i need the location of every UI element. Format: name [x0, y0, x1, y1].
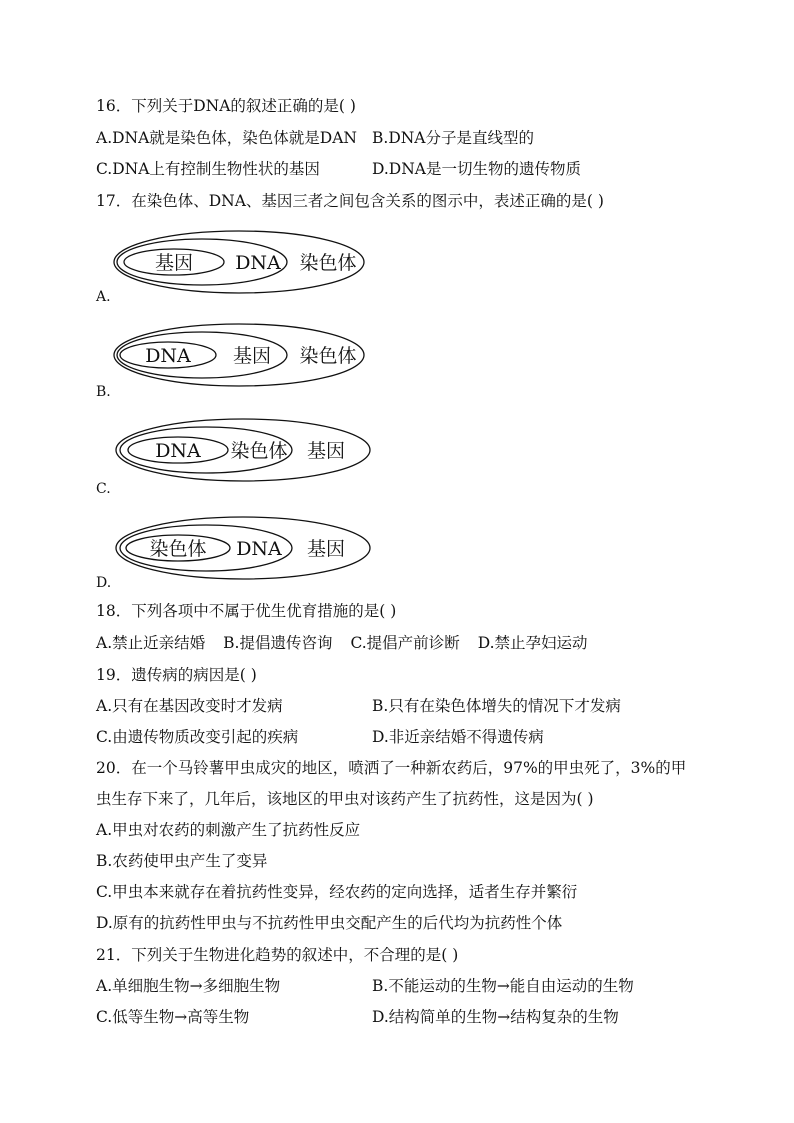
q21-option-c: C.低等生物→高等生物: [96, 1008, 250, 1026]
q16-option-c: C.DNA上有控制生物性状的基因: [96, 160, 320, 178]
q17-stem: 17．在染色体、DNA、基因三者之间包含关系的图示中，表述正确的是( ): [96, 192, 604, 210]
q19-stem: 19．遗传病的病因是( ): [96, 666, 257, 684]
diagram-d-middle-label: DNA: [236, 538, 282, 560]
q20-option-c: C.甲虫本来就存在着抗药性变异，经农药的定向选择，适者生存并繁衍: [96, 883, 578, 901]
diagram-c-outer-label: 基因: [306, 440, 346, 462]
q21-option-b: B.不能运动的生物→能自由运动的生物: [372, 977, 634, 995]
q17-option-c-label: C.: [96, 481, 111, 497]
q16-option-d: D.DNA是一切生物的遗传物质: [372, 160, 581, 178]
q19-option-c: C.由遗传物质改变引起的疾病: [96, 728, 299, 746]
q20-stem-line2: 虫生存下来了，几年后，该地区的甲虫对该药产生了抗药性，这是因为( ): [96, 790, 594, 808]
diagram-c-inner-label: DNA: [155, 440, 201, 462]
q21-stem: 21．下列关于生物进化趋势的叙述中，不合理的是( ): [96, 946, 459, 964]
q16-stem: 16．下列关于DNA的叙述正确的是( ): [96, 97, 356, 115]
q19-option-b: B.只有在染色体增失的情况下才发病: [372, 697, 621, 715]
diagram-b-outer-label: 染色体: [299, 345, 357, 367]
q19-option-d: D.非近亲结婚不得遗传病: [372, 728, 544, 746]
q18-options: [96, 633, 588, 653]
q20-stem-line1: 20．在一个马铃薯甲虫成灾的地区，喷洒了一种新农药后，97%的甲虫死了，3%的甲: [96, 759, 687, 777]
q18-option-a: A.禁止近亲结婚: [96, 634, 206, 652]
diagram-a-inner-label: 基因: [154, 252, 194, 274]
q16-option-a: A.DNA就是染色体，染色体就是DAN: [96, 129, 357, 147]
q16-option-b: B.DNA分子是直线型的: [372, 129, 535, 147]
q17-diagram-a: [110, 228, 372, 296]
q21-option-a: A.单细胞生物→多细胞生物: [96, 977, 281, 995]
q20-option-d: D.原有的抗药性甲虫与不抗药性甲虫交配产生的后代均为抗药性个体: [96, 914, 563, 932]
q17-option-b-label: B.: [96, 384, 111, 400]
q17-diagram-b: [110, 321, 372, 389]
q20-option-a: A.甲虫对农药的刺激产生了抗药性反应: [96, 821, 361, 839]
diagram-a-middle-label: DNA: [235, 252, 281, 274]
q17-option-a-label: A.: [96, 289, 111, 305]
q18-stem: 18．下列各项中不属于优生优育措施的是( ): [96, 602, 397, 620]
diagram-d-outer-label: 基因: [306, 538, 346, 560]
diagram-d-inner-label: 染色体: [149, 538, 207, 560]
q18-option-c: C.提倡产前诊断: [350, 634, 460, 652]
diagram-c-middle-label: 染色体: [230, 440, 288, 462]
diagram-b-middle-label: 基因: [232, 345, 272, 367]
q20-option-b: B.农药使甲虫产生了变异: [96, 852, 268, 870]
q17-diagram-c: [110, 416, 372, 484]
q17-diagram-d: [110, 514, 372, 582]
diagram-b-inner-label: DNA: [145, 345, 191, 367]
q21-option-d: D.结构简单的生物→结构复杂的生物: [372, 1008, 619, 1026]
q18-option-d: D.禁止孕妇运动: [477, 634, 588, 652]
q19-option-a: A.只有在基因改变时才发病: [96, 697, 283, 715]
q18-option-b: B.提倡遗传咨询: [223, 634, 333, 652]
diagram-a-outer-label: 染色体: [299, 252, 357, 274]
q17-option-d-label: D.: [96, 575, 112, 591]
